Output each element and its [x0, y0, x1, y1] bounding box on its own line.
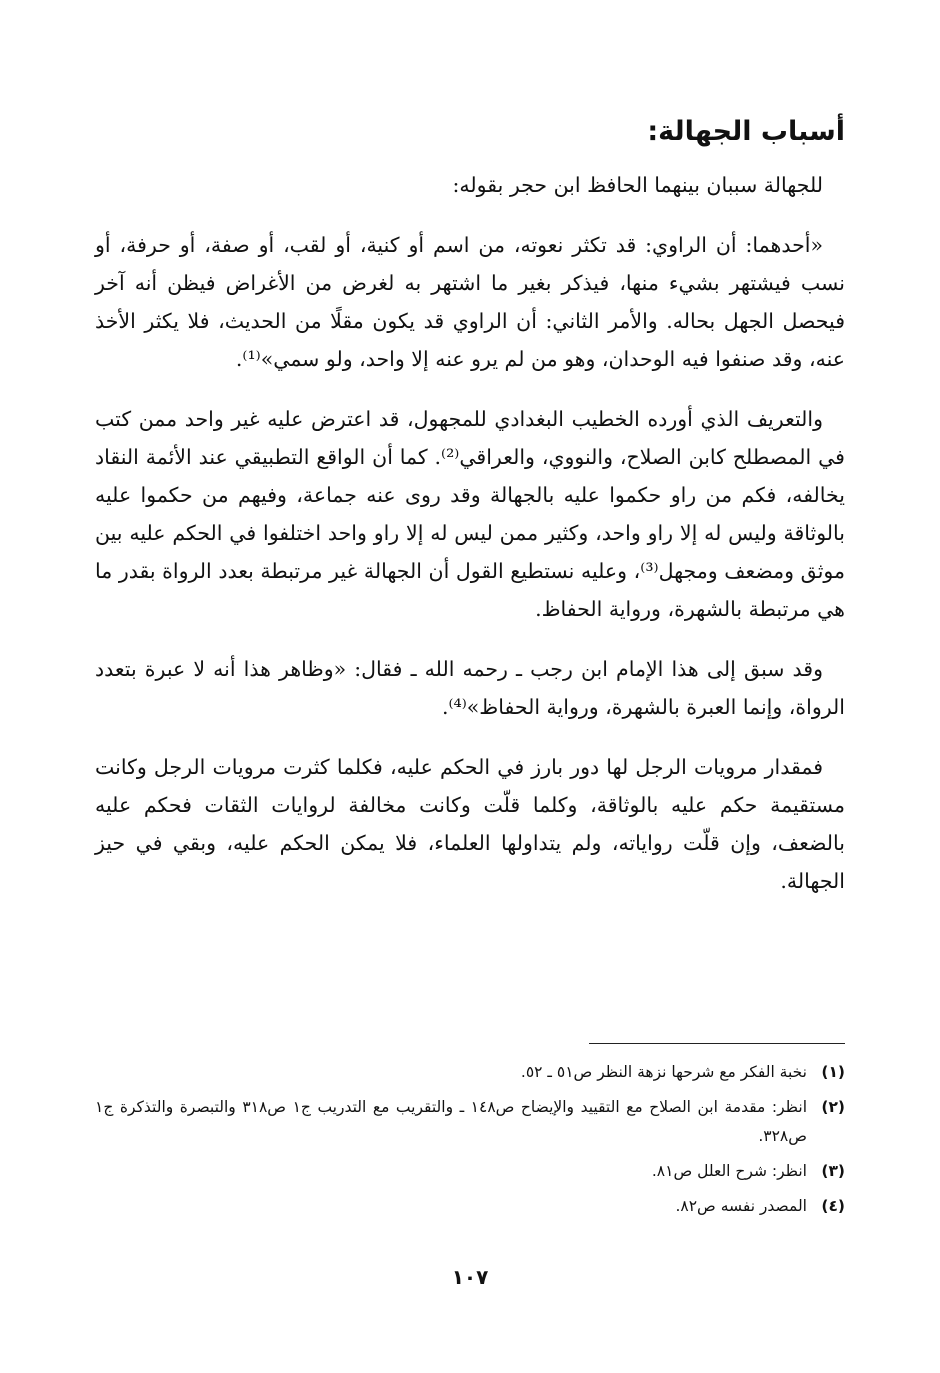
section-heading: أسباب الجهالة: [647, 116, 845, 147]
footnote-number: (٢) [821, 1098, 845, 1116]
footnote [95, 1093, 845, 1151]
footnote-number: (١) [821, 1063, 845, 1081]
footnote [95, 1157, 845, 1186]
ibn-rajab-paragraph: وقد سبق إلى هذا الإمام ابن رجب ـ رحمه الله ـ فقال: «وظاهر هذا أنه لا عبرة بتعدد الرواة، وإنما العبرة بالشهرة، ورواية الحفاظ»⁽⁴⁾. [95, 657, 845, 719]
footnote-number: (٤) [821, 1197, 845, 1215]
footnote-text: انظر: شرح العلل ص٨١. [651, 1162, 807, 1180]
definition-paragraph: والتعريف الذي أورده الخطيب البغدادي للمجهول، قد اعترض عليه غير واحد ممن كتب في المصطلح كابن الصلاح، والنووي، والعراقي⁽²⁾. كما أن الواقع التطبيقي عند الأئمة النقاد يخالفه، فكم من راو حكموا عليه بالجهالة وقد روى عنه جماعة، وفيهم من حكموا عليه بالوثاقة وليس له إلا راو واحد، وكثير ممن ليس له إلا راو واحد اختلفوا في الحكم عليه بين موثق ومضعف ومجهل⁽³⁾، وعليه نستطيع القول أن الجهالة غير مرتبطة بعدد الرواة بقدر ما هي مرتبطة بالشهرة، ورواية الحفاظ. [95, 407, 846, 621]
intro-paragraph: للجهالة سببان بينهما الحافظ ابن حجر بقوله: [452, 173, 823, 197]
footnote-text: المصدر نفسه ص٨٢. [675, 1197, 807, 1215]
footnote [95, 1058, 845, 1087]
conclusion-paragraph: فمقدار مرويات الرجل لها دور بارز في الحكم عليه، فكلما كثرت مرويات الرجل وكانت مستقيمة حكم عليه بالوثاقة، وكلما قلّت وكانت مخالفة لروايات الثقات فحكم عليه بالضعف، وإن قلّت رواياته، ولم يتداولها العلماء، فلا يمكن الحكم عليه، وبقي في حيز الجهالة. [95, 755, 845, 893]
footnote-separator [589, 1043, 845, 1044]
footnote [95, 1192, 845, 1221]
footnotes [95, 1058, 845, 1227]
footnote-text: نخبة الفكر مع شرحها نزهة النظر ص٥١ ـ ٥٢. [520, 1063, 807, 1081]
footnote-number: (٣) [821, 1162, 845, 1180]
quote-paragraph: «أحدهما: أن الراوي: قد تكثر نعوته، من اسم أو كنية، أو لقب، أو صفة، أو حرفة، أو نسب فيشتهر بشيء منها، فيذكر بغير ما اشتهر به لغرض من الأغراض فيظن أنه آخر فيحصل الجهل بحاله. والأمر الثاني: أن الراوي قد يكون مقلًا من الحديث، فلا يكثر الأخذ عنه، وقد صنفوا فيه الوحدان، وهو من لم يرو عنه إلا واحد، ولو سمي»⁽¹⁾. [95, 233, 845, 371]
footnote-text: انظر: مقدمة ابن الصلاح مع التقييد والإيضاح ص١٤٨ ـ والتقريب مع التدريب ج١ ص٣١٨ والتبصرة والتذكرة ج١ ص٣٢٨. [95, 1098, 807, 1145]
main-text-block [95, 112, 845, 922]
page-number: ١٠٧ [451, 1265, 489, 1289]
